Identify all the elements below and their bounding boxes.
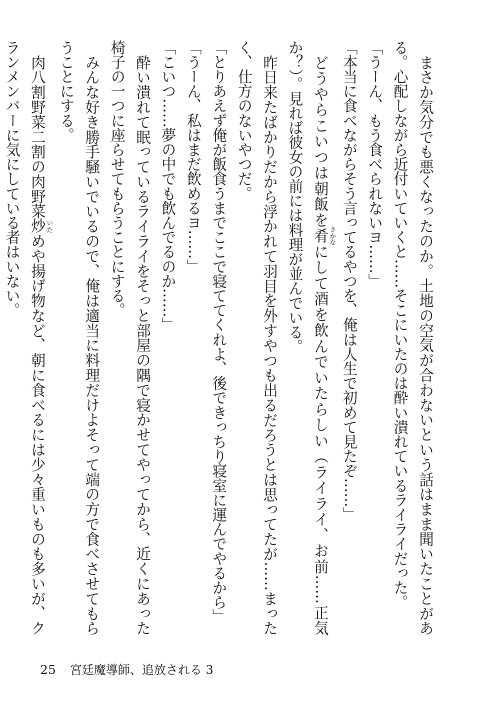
body-text [3, 40, 438, 635]
paragraph [282, 40, 336, 635]
ruby-base: 肴 [311, 225, 329, 245]
paragraph: みんな好き勝手騒いでいるので、俺は適当に料理だけよそって端の方で食べさせてもらうことにする。 [57, 40, 101, 635]
dialogue-line: 「うーん、私はまだ飲めるヨ……」 [184, 40, 202, 274]
text-run: めや揚げ物など、朝に食べるには少々重いものも多いが、クランメンバーに気にしている者はいない。 [3, 40, 46, 635]
book-title: 宮廷魔導師、追放される 3 [69, 663, 214, 677]
text-run: どうやらこいつは朝飯を [311, 54, 329, 228]
ruby-annotation [311, 225, 337, 245]
text-run: 肉八割野菜二割の肉野菜 [28, 54, 46, 219]
ruby-text: さかな [328, 225, 337, 245]
dialogue-line: 「うーん、もう食べられないヨ……」 [366, 40, 384, 289]
ruby-base: 炒 [28, 218, 46, 234]
text-run: にして酒を飲んでいたらしい（ライライ、お前……正気か？）。見れば彼女の前には料理が並んでいる。 [286, 40, 329, 635]
paragraph: 昨日来たばかりだから浮かれて羽目を外すやつも出るだろうとは思ってたが……まったく、仕方のないやつだ。 [235, 40, 279, 635]
paragraph: 酔い潰れて眠っているライライをそっと部屋の隅で寝かせてやってから、近くにあった椅子の一つに座らせてもらうことにする。 [108, 40, 152, 635]
dialogue-line: 「とりあえず俺が飯食うまでここで寝ててくれよ、後できっちり寝室に運んでやるから」 [210, 40, 228, 624]
dialogue-line: 「本当に食べながらそう言ってるやつを、俺は人生で初めて見たぞ……」 [340, 40, 358, 522]
ruby-annotation [28, 218, 54, 234]
ruby-text: いた [45, 218, 54, 233]
page-number: 25 [40, 662, 56, 677]
page-footer [40, 661, 213, 678]
paragraph [0, 40, 53, 635]
dialogue-line: 「こいつ……夢の中でも飲んでるのか……」 [159, 40, 177, 332]
paragraph: まさか気分でも悪くなったのか。土地の空気が合わないという話はまま聞いたことがある。心配しながら近付いていくと……そこにいたのは酔い潰れているライライだった。 [391, 40, 434, 635]
